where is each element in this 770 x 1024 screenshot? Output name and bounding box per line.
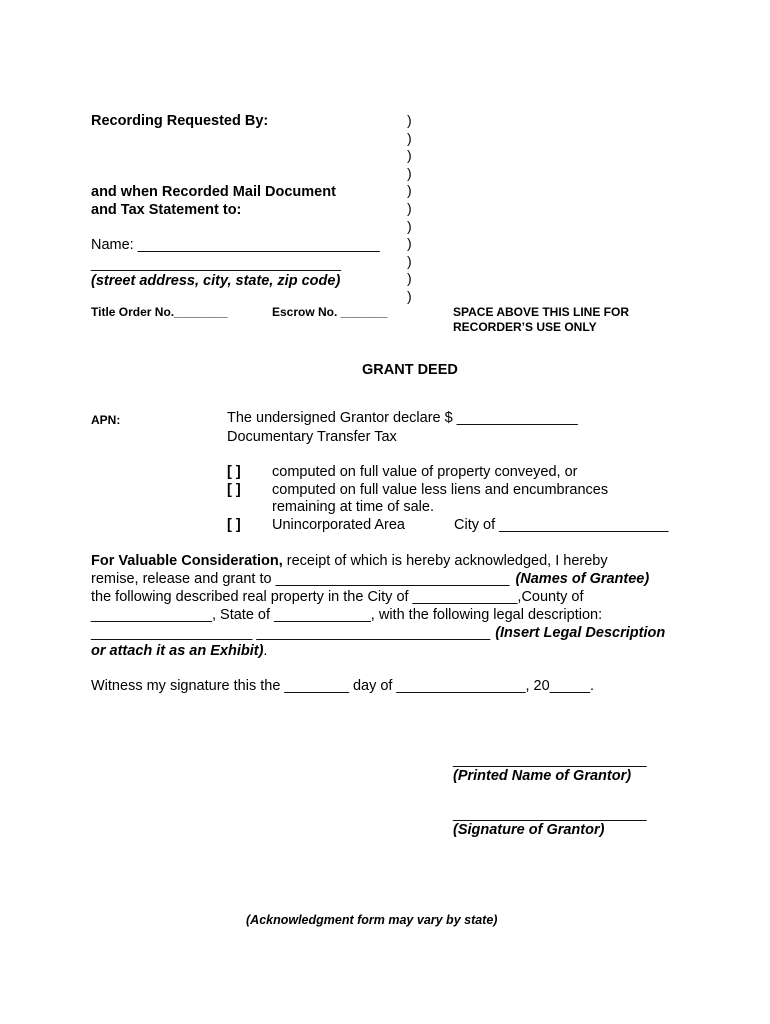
consideration-lead: For Valuable Consideration, xyxy=(91,553,283,569)
page-title: GRANT DEED xyxy=(362,362,458,378)
mail-document-label: and when Recorded Mail Document xyxy=(91,184,336,200)
checkbox-full-value-label: computed on full value of property conveyed, or xyxy=(272,464,578,480)
printed-name-label: (Printed Name of Grantor) xyxy=(453,768,632,784)
checkbox-less-liens-label: computed on full value less liens and encumbrances xyxy=(272,482,609,498)
address-label: (street address, city, state, zip code) xyxy=(91,273,341,289)
printed-name-line: ________________________ xyxy=(453,752,647,768)
consideration-line-2 xyxy=(91,571,649,589)
recorder-use-label: RECORDER’S USE ONLY xyxy=(453,320,597,334)
attach-exhibit-label: or attach it as an Exhibit) xyxy=(91,643,264,659)
legal-description-blanks: ____________________ _____________________________ xyxy=(91,625,491,641)
consideration-line-4: _______________, State of ____________, with the following legal description: xyxy=(91,607,603,623)
acknowledgment-note: (Acknowledgment form may vary by state) xyxy=(246,913,498,927)
names-of-grantee-label: (Names of Grantee) xyxy=(515,571,650,587)
tax-statement-label: and Tax Statement to: xyxy=(91,202,242,218)
documentary-transfer-tax: Documentary Transfer Tax xyxy=(227,429,397,445)
grant-to-text: remise, release and grant to _____________________________ xyxy=(91,571,510,587)
name-field: Name: ______________________________ xyxy=(91,237,380,253)
signature-line: ________________________ xyxy=(453,806,647,822)
consideration-line-5 xyxy=(91,625,665,643)
checkbox-unincorporated[interactable]: [ ] xyxy=(227,517,241,533)
consideration-line-1 xyxy=(91,553,608,571)
insert-legal-description-label: (Insert Legal Description xyxy=(495,625,666,641)
address-blank-line: _______________________________ xyxy=(91,256,341,272)
recorder-space-label: SPACE ABOVE THIS LINE FOR xyxy=(453,305,630,319)
city-of-field: City of _____________________ xyxy=(454,517,669,533)
consideration-line-6 xyxy=(91,643,267,661)
checkbox-less-liens[interactable]: [ ] xyxy=(227,482,241,498)
escrow-field: Escrow No. _______ xyxy=(272,305,388,319)
exhibit-period: . xyxy=(263,643,268,659)
consideration-line-1-rest: receipt of which is hereby acknowledged, I hereby xyxy=(282,553,608,569)
parenthesis-column: ) ) ) ) ) ) ) ) ) ) ) xyxy=(407,112,412,304)
consideration-line-3: the following described real property in the City of _____________,County of xyxy=(91,589,584,605)
checkbox-full-value[interactable]: [ ] xyxy=(227,464,241,480)
recording-requested-by-label: Recording Requested By: xyxy=(91,113,269,129)
apn-label: APN: xyxy=(91,413,121,427)
signature-label: (Signature of Grantor) xyxy=(453,822,605,838)
checkbox-unincorporated-label: Unincorporated Area xyxy=(272,517,405,533)
checkbox-less-liens-label-cont: remaining at time of sale. xyxy=(272,499,434,515)
transfer-tax-declare: The undersigned Grantor declare $ _______________ xyxy=(227,410,578,426)
witness-line: Witness my signature this the ________ day of ________________, 20_____. xyxy=(91,678,595,694)
title-order-field: Title Order No.________ xyxy=(91,305,228,319)
